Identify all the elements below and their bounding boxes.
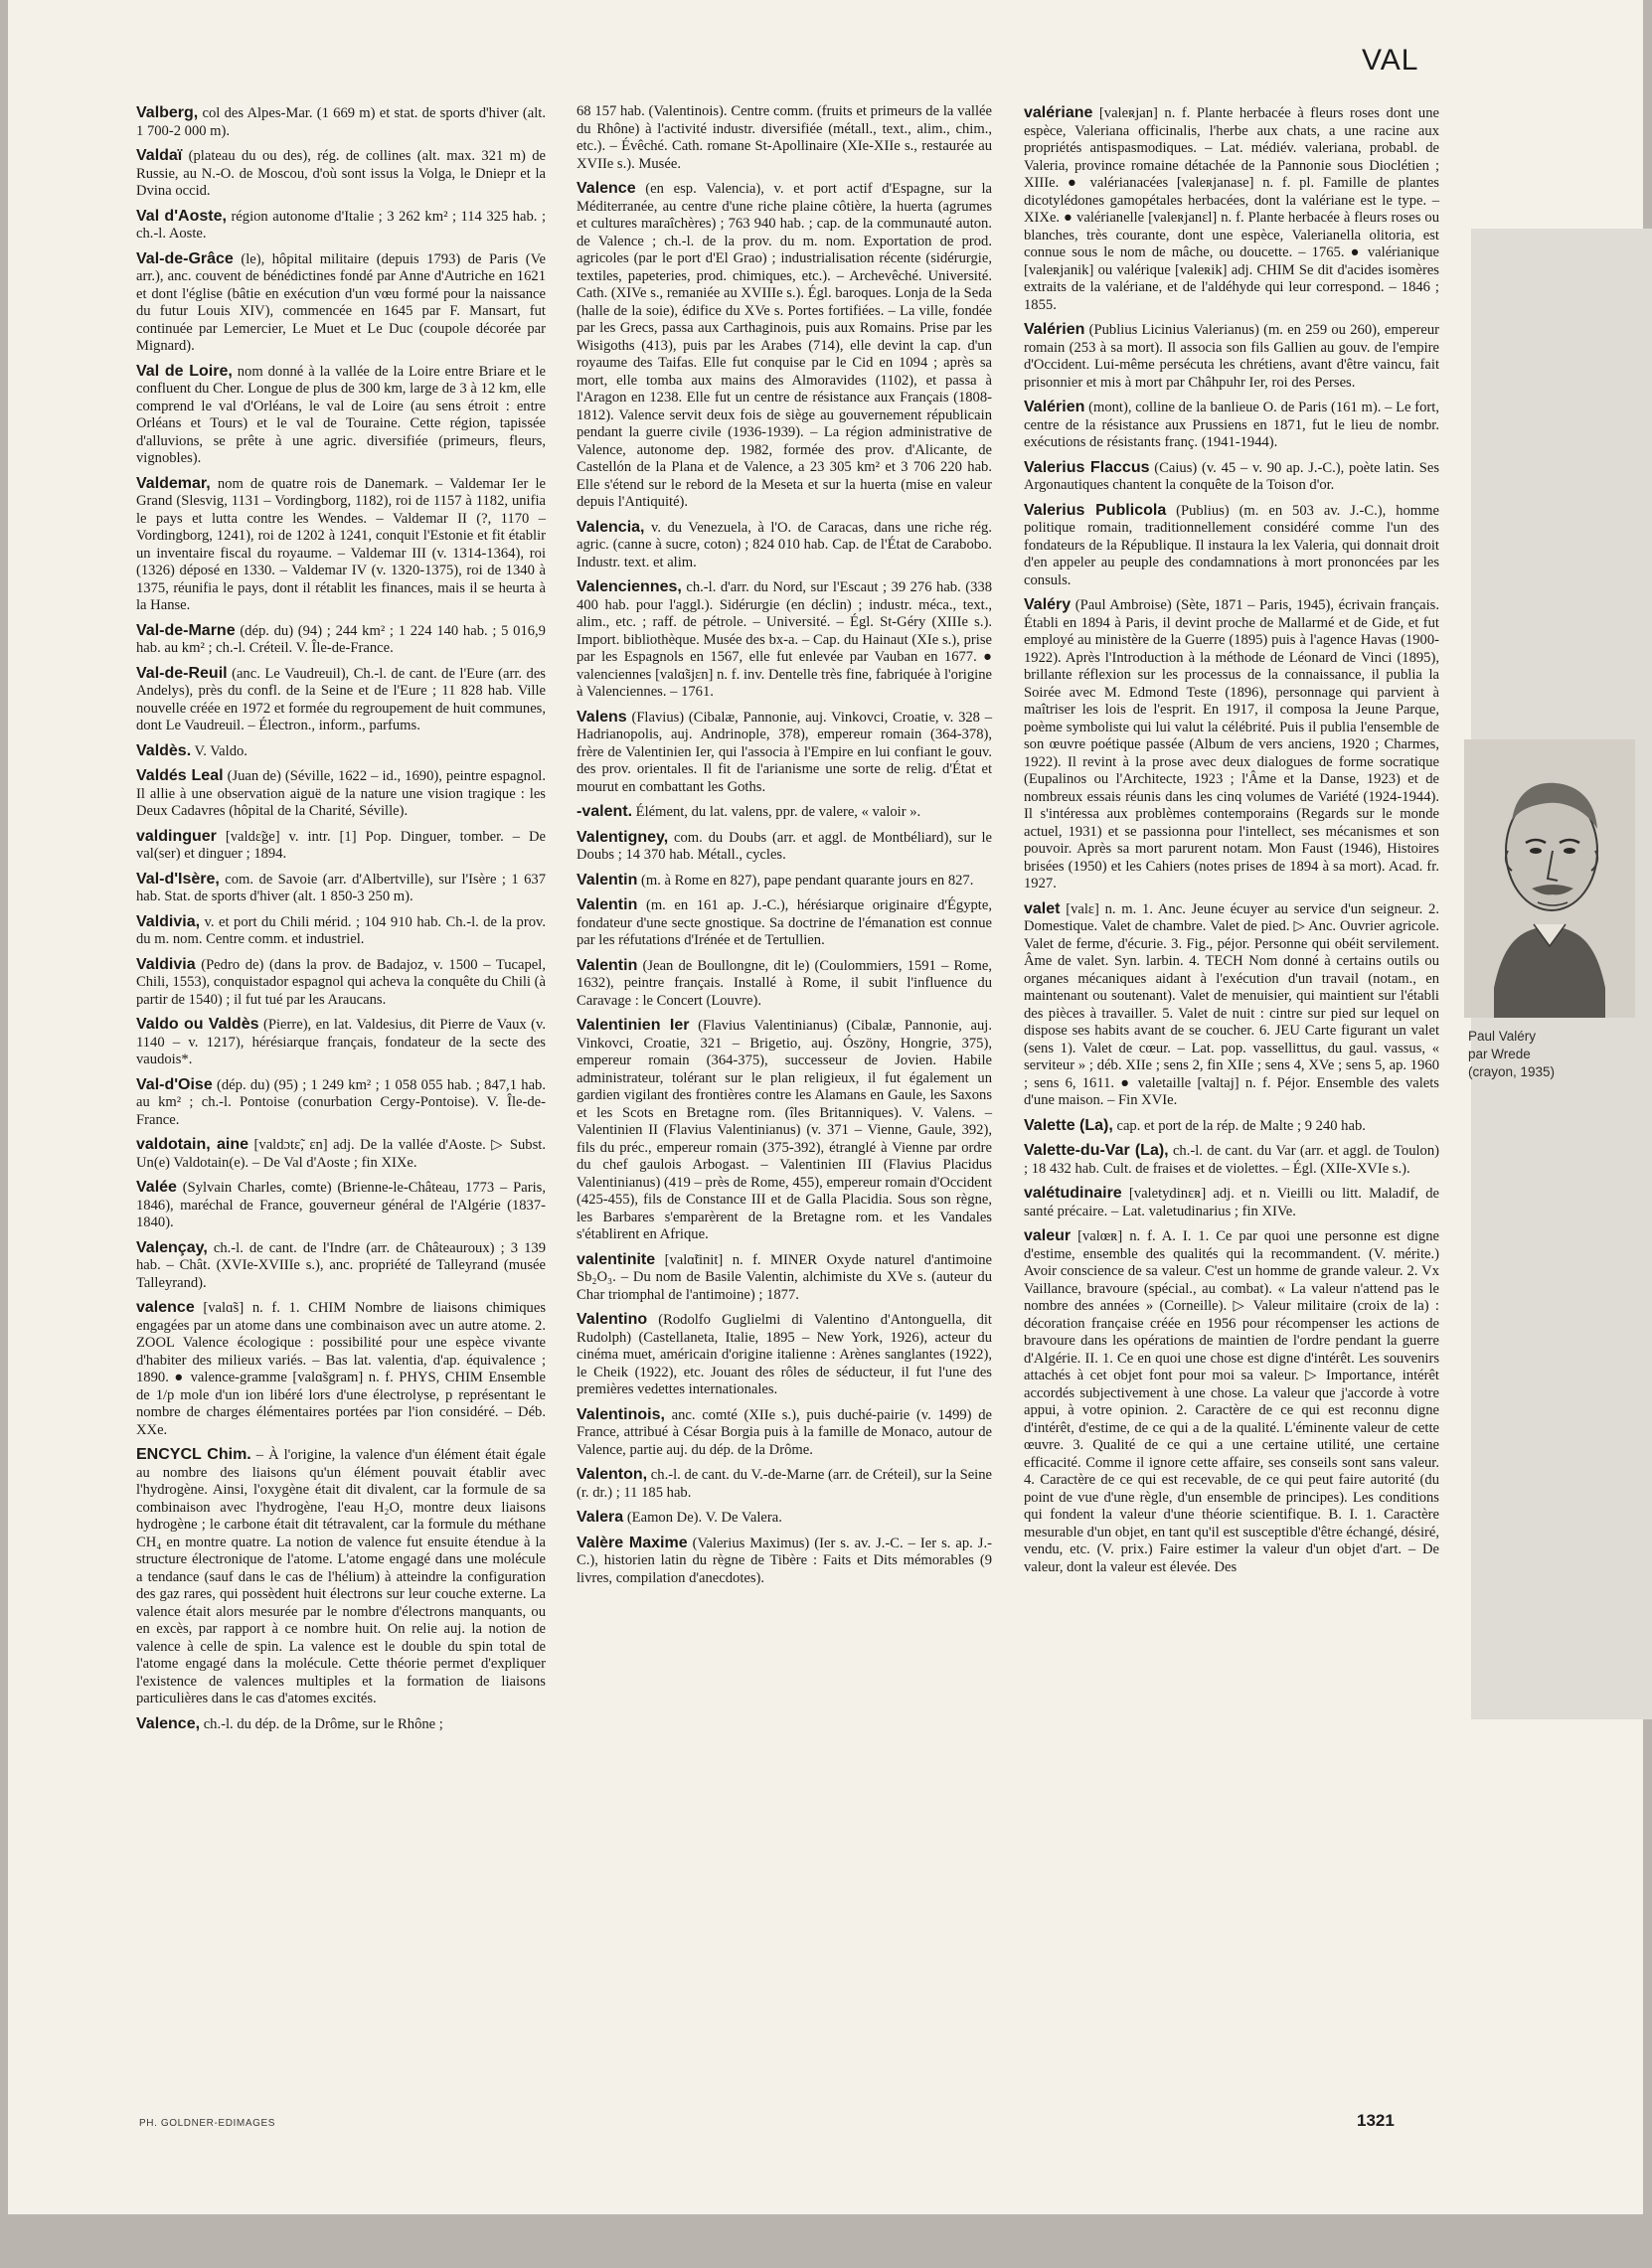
entry-headword: -valent. <box>577 803 633 820</box>
entry-definition: [valɑ̃s] n. f. 1. CHIM Nombre de liaisons chimiques engagées par un atome dans une combinaison avec un autre atome. 2. ZOOL Valence écologique : possibilité pour une espèce vivante d'habiter des milieux variés. – Bas lat. valentia, d'ap. équivalence ; 1890. ● valence-gramme [valɑ̃sgram] n. f. PHYS, CHIM Ensemble de 1/p mole d'un ion libéré lors d'une électrolyse, p représentant le nombre de charges élémentaires portées par l'ion considéré. – Déb. XXe. <box>136 1300 546 1438</box>
dictionary-entry <box>577 518 992 572</box>
entry-headword: Valette (La), <box>1024 1116 1113 1134</box>
dictionary-entry <box>577 1405 992 1460</box>
entry-definition: Élément, du lat. valens, ppr. de valere, « valoir ». <box>635 804 921 820</box>
entry-definition: (Sylvain Charles, comte) (Brienne-le-Château, 1773 – Paris, 1846), maréchal de France, gouverneur général de l'Algérie (1837-1840). <box>136 1180 546 1230</box>
dictionary-entry <box>136 1298 546 1439</box>
entry-definition: com. du Doubs (arr. et aggl. de Montbéliard), sur le Doubs ; 14 370 hab. Métall., cycles. <box>577 829 993 863</box>
dictionary-entry <box>577 828 992 865</box>
entry-headword: ENCYCL Chim. <box>136 1446 251 1463</box>
entry-headword: valentinite <box>577 1250 656 1268</box>
entry-headword: valétudinaire <box>1024 1185 1122 1202</box>
dictionary-entry <box>577 802 992 822</box>
dictionary-entry <box>1024 458 1439 495</box>
entry-definition: (dép. du) (95) ; 1 249 km² ; 1 058 055 hab. ; 847,1 hab. au km² ; ch.-l. Pontoise (conurbation Cergy-Pontoise). V. Île-de-France. <box>136 1076 546 1128</box>
dictionary-entry <box>1024 1116 1439 1136</box>
entry-headword: valdinguer <box>136 827 217 845</box>
column-right <box>1024 103 1439 1582</box>
entry-headword: Valenton, <box>577 1466 648 1483</box>
entry-headword: Valdo ou Valdès <box>136 1016 259 1033</box>
dictionary-entry <box>136 207 546 243</box>
entry-headword: Valérien <box>1024 399 1085 415</box>
entry-definition: [valeʀjan] n. f. Plante herbacée à fleurs roses dont une espèce, Valeriana officinalis, l'herbe aux chats, a une racine aux propriétés antispasmodiques. – Lat. médiév. valeriana, probabl. de Valeria, province romaine détachée de la Pannonie sous Dioclétien ; XIIIe. ● valérianacées [valeʀjanase] n. f. pl. Famille de plantes dicotylédones gamopétales herbacées, dont la valériane est le type. – XIXe. ● valérianelle [valeʀjanɛl] n. f. Plante herbacée à fleurs roses ou blanches, très courante, dont une espèce, Valerianella olitoria, est connue sous le nom de mâche, ou doucette. – 1765. ● valérianique [valeʀjanik] ou valérique [valeʀik] adj. CHIM Se dit d'acides isomères extraits de la valériane, et de l'aldéhyde qui leur correspond. – 1846 ; 1855. <box>1024 105 1439 313</box>
entry-headword: Val-d'Isère, <box>136 870 220 888</box>
portrait-caption <box>1468 1028 1642 1082</box>
dictionary-entry <box>136 1135 546 1172</box>
entry-definition: (Paul Ambroise) (Sète, 1871 – Paris, 1945), écrivain français. Établi en 1894 à Paris, il devint proche de Mallarmé et de Gide, et fut employé au ministère de la Guerre (1895) puis à l'agence Havas (1900-1922). Après l'Introduction à la méthode de Léonard de Vinci (1895), brillante réflexion sur les processus de la connaissance, il publia la Soirée avec M. Edmond Teste (1896), personnage qui parvient à maîtriser les lois de l'esprit. En 1917, il composa la Jeune Parque, poème symboliste qui lui valut la célébrité. Puis il publia l'ensemble de son œuvre poétique passée (Album de vers anciens, 1920 ; Charmes, 1922). Il revint à la prose avec deux dialogues de forme socratique (Eupalinos ou l'Architecte, 1923 ; l'Âme et la Danse, 1923) et de nombreux essais réunis dans les cinq volumes de Variété (1924-1944). Il s'intéressa aux problèmes contemporains (Regards sur le monde actuel, 1931) et se passionna pour l'intellect, ses mécanismes et son pouvoir. Après sa mort parurent notam. Mon Faust (1946), Histoires brisées (1950) et les Cahiers (notes prises de 1894 à sa mort). Acad. fr. 1927. <box>1024 597 1439 891</box>
page-number: 1321 <box>1357 2111 1395 2130</box>
entry-definition: nom donné à la vallée de la Loire entre Briare et le confluent du Cher. Longue de plus de 300 km, large de 3 à 12 km, elle comprend le val d'Orléans, le val de Loire (au sens étroit : entre Orléans et Tours) et le val de Touraine. Cette région, tapissée d'alluvions, se prête à une agric. diversifiée (primeurs, fleurs, vignobles). <box>136 363 546 466</box>
entry-headword: Valenciennes, <box>577 578 682 595</box>
dictionary-entry <box>1024 899 1439 1110</box>
entry-definition: (en esp. Valencia), v. et port actif d'Espagne, sur la Méditerranée, au centre d'une riche plaine côtière, la huerta (agrumes et cultures maraîchères) ; 763 940 hab. ; cap. de la communauté auton. de Valence ; ch.-l. de la prov. du m. nom. Exportation de prod. agricoles (par le port d'El Grao) ; industrialisation récente (sidérurgie, textiles, papeteries, prod. chimiques, etc.). – Archevêché. Université. Cath. (XIVe s., remaniée au XVIIIe s.). Égl. baroques. Lonja de la Seda (halle de la soie), édifice du XVe s. Portes fortifiées. – La ville, fondée par les Grecs, passa aux Carthaginois, puis aux Romains. Prise par les Wisigoths (413), puis par les Arabes (714), elle devint la cap. d'un royaume des Taifas. Elle fut conquise par le Cid en 1094 ; après sa mort, elle tomba aux mains des Almoravides (1102), et passa à l'Aragon en 1238. Elle fut un centre de résistance aux Français (1808-1812). Valence servit deux fois de siège au gouvernement républicain pendant la guerre civile (1936-1939). – La région administrative de Valence, autonome dep. 1982, formée des prov. d'Alicante, de Castellón de la Plana et de Valence, a 23 305 km² et 3 706 220 hab. Elle s'étend sur le rebord de la Meseta et sur la huerta (mise en valeur depuis l'Antiquité). <box>577 181 992 510</box>
entry-headword: Valentigney, <box>577 828 669 846</box>
dictionary-entry <box>577 1465 992 1502</box>
entry-headword: Val de Loire, <box>136 362 233 380</box>
entry-headword: Valence <box>577 180 636 197</box>
dictionary-entry <box>136 1714 546 1734</box>
entry-definition: [valɛ] n. m. 1. Anc. Jeune écuyer au service d'un seigneur. 2. Domestique. Valet de chambre. Valet de pied. ▷ Anc. Ouvrier agricole. Valet de ferme, d'écurie. 3. Fig., péjor. Personne qui obéit servilement. Âme de valet. Syn. larbin. 4. TECH Nom donné à certains outils ou organes mécaniques aidant à l'exécution d'un travail (notam., en maintenant ou soutenant). Valet de menuisier, qui maintient sur l'établi des pièces à travailler. 5. Valet de nuit : cintre sur pied sur lequel on dispose ses habits avant de se coucher. 6. JEU Carte figurant un valet (sens 1). Valet de cœur. – Lat. pop. vassellittus, du gaul. vassus, « serviteur » ; déb. XIIe ; sens 2, fin XIIe ; sens 4, XVe ; sens 5, ap. 1960 ; sens 6, 1611. ● valetaille [valtaj] n. f. Péjor. Ensemble des valets d'une maison. – Fin XVIe. <box>1024 900 1439 1108</box>
entry-definition: nom de quatre rois de Danemark. – Valdemar Ier le Grand (Slesvig, 1131 – Vordingborg, 1182), roi de 1157 à 1182, unifia le pays et lutta contre les Wendes. – Valdemar II (?, 1170 – Vordingborg, 1241), roi de 1202 à 1241, conquit l'Estonie et fit établir un inventaire fiscal du royaume. – Valdemar III (v. 1314-1364), roi (1326) déposé en 1330. – Valdemar IV (v. 1320-1375), roi de 1340 à 1375, réunifia le pays, dont il rétablit les finances, mais il se heurta à la Hanse. <box>136 475 546 613</box>
photo-credit: PH. GOLDNER-EDIMAGES <box>139 2118 276 2129</box>
dictionary-entry <box>577 1016 992 1244</box>
entry-headword: valet <box>1024 899 1061 917</box>
dictionary-entry <box>577 577 992 702</box>
column-left <box>136 103 546 1739</box>
caption-by: par Wrede <box>1468 1047 1531 1062</box>
entry-headword: Valence, <box>136 1714 201 1732</box>
entry-definition: 68 157 hab. (Valentinois). Centre comm. (fruits et primeurs de la vallée du Rhône) à l'activité industr. diversifiée (métall., text., alim., chim., etc.). – Évêché. Cath. romane St-Apollinaire (XIe-XIIe s., restaurée au XVIIe s.). Musée. <box>577 103 992 172</box>
entry-headword: Valentin <box>577 896 638 913</box>
entry-definition: ch.-l. de cant. du V.-de-Marne (arr. de Créteil), sur la Seine (r. dr.) ; 11 185 hab. <box>577 1467 992 1501</box>
entry-headword: Val-d'Oise <box>136 1075 213 1093</box>
entry-headword: valdotain, aine <box>136 1136 249 1153</box>
entry-headword: Valentinois, <box>577 1405 665 1423</box>
pencil-portrait-drawing <box>1464 739 1635 1018</box>
entry-headword: Valençay, <box>136 1238 208 1256</box>
dictionary-entry <box>136 103 546 140</box>
entry-definition: (Jean de Boullongne, dit le) (Coulommiers, 1591 – Rome, 1632), peintre français. Installé à Rome, il subit l'influence du Caravage : le Concert (Louvre). <box>577 957 992 1009</box>
entry-definition: (le), hôpital militaire (depuis 1793) de Paris (Ve arr.), anc. couvent de bénédictines fondé par Anne d'Autriche en 1621 et dont l'église (bâtie en exécution d'un vœu formé pour la naissance du futur Louis XIV), commencée en 1645 par F. Mansart, fut continuée par Lemercier, Le Muet et Le Duc (coupole décorée par Mignard). <box>136 250 546 354</box>
portrait-paul-valery <box>1464 739 1635 1018</box>
dictionary-entry <box>577 1534 992 1588</box>
entry-definition: (Flavius) (Cibalæ, Pannonie, auj. Vinkovci, Croatie, v. 328 – Hadrianopolis, auj. Andrinople, 378), empereur romain (364-378), frère de Valentinien Ier, qui l'associa à l'Empire en lui confiant le gouv. des prov. orientales. Il fit de l'arianisme une sorte de relig. d'État et mourut en combattant les Goths. <box>577 709 992 795</box>
dictionary-entry <box>136 912 546 949</box>
entry-headword: Valette-du-Var (La), <box>1024 1142 1169 1159</box>
entry-definition: (Pedro de) (dans la prov. de Badajoz, v. 1500 – Tucapel, Chili, 1553), conquistador espagnol qui acheva la conquête du Chili (à partir de 1540) ; il fut tué par les Araucans. <box>136 956 546 1008</box>
dictionary-entry <box>1024 103 1439 314</box>
entry-headword: valeur <box>1024 1227 1072 1244</box>
entry-definition: (Rodolfo Guglielmi di Valentino d'Antonguella, dit Rudolph) (Castellaneta, Italie, 1895 – New York, 1926), acteur du cinéma muet, américain d'origine italienne : Arènes sanglantes (1922), le Cheik (1922), etc. Jouant des rôles de séducteur, il fut l'une des premières vedettes internationales. <box>577 1312 992 1397</box>
entry-headword: valence <box>136 1299 195 1316</box>
dictionary-entry <box>136 1015 546 1069</box>
entry-headword: Valberg, <box>136 104 199 121</box>
dictionary-entry <box>1024 1141 1439 1178</box>
dictionary-entry <box>577 103 992 173</box>
dictionary-entry <box>1024 501 1439 590</box>
entry-definition: (Publius Licinius Valerianus) (m. en 259 ou 260), empereur romain (253 à sa mort). Il associa son fils Gallien au gouv. de l'empire d'Occident. Lui-même persécuta les chrétiens, avant d'être vaincu, fait prisonnier et mis à mort par Châhpuhr Ier, roi des Perses. <box>1024 322 1439 391</box>
dictionary-entry <box>136 362 546 468</box>
entry-headword: Valentino <box>577 1311 648 1328</box>
entry-definition: V. Valdo. <box>194 742 248 759</box>
dictionary-entry <box>136 249 546 356</box>
dictionary-entry <box>577 179 992 512</box>
dictionary-entry <box>136 955 546 1010</box>
entry-definition: (Pierre), en lat. Valdesius, dit Pierre de Vaux (v. 1140 – v. 1217), hérésiarque français, fondateur de la secte des vaudois*. <box>136 1017 546 1067</box>
dictionary-entry <box>136 1238 546 1293</box>
entry-headword: Valérien <box>1024 321 1085 338</box>
entry-definition: cap. et port de la rép. de Malte ; 9 240 hab. <box>1116 1117 1366 1134</box>
entry-headword: Valerius Flaccus <box>1024 458 1150 476</box>
dictionary-entry <box>577 1250 992 1305</box>
entry-definition: [valɑ̃tinit] n. f. MINER Oxyde naturel d'antimoine Sb₂O₃. – Du nom de Basile Valentin, alchimiste du XVe s. (auteur du Char triomphal de l'antimoine) ; 1877. <box>577 1251 993 1303</box>
entry-definition: anc. comté (XIIe s.), puis duché-pairie (v. 1499) de France, attribué à César Borgia puis à la famille de Monaco, autour de Valence, partie auj. du dép. de la Drôme. <box>577 1406 992 1458</box>
entry-definition: (mont), colline de la banlieue O. de Paris (161 m). – Le fort, centre de la résistance aux Prussiens en 1871, fut le lieu de nombr. exécutions de résistants franç. (1941-1944). <box>1024 400 1439 450</box>
dictionary-entry <box>136 741 546 761</box>
dictionary-entry <box>136 621 546 658</box>
entry-definition: [valdɛ̃ge] v. intr. [1] Pop. Dinguer, tomber. – De val(ser) et dinguer ; 1894. <box>136 828 547 862</box>
entry-headword: Valéry <box>1024 596 1072 613</box>
entry-definition: région autonome d'Italie ; 3 262 km² ; 114 325 hab. ; ch.-l. Aoste. <box>136 208 547 242</box>
entry-definition: com. de Savoie (arr. d'Albertville), sur l'Isère ; 1 637 hab. Stat. de sports d'hiver (alt. 1 850-3 250 m). <box>136 871 546 904</box>
entry-headword: Val-de-Marne <box>136 621 236 639</box>
entry-definition: ch.-l. du dép. de la Drôme, sur le Rhône ; <box>203 1715 443 1732</box>
entry-definition: (plateau du ou des), rég. de collines (alt. max. 321 m) de Russie, au N.-O. de Moscou, d'où sont issus la Volga, le Dniepr et la Dvina occid. <box>136 148 546 199</box>
entry-definition: (Caius) (v. 45 – v. 90 ap. J.-C.), poète latin. Ses Argonautiques chantent la conquête de la Toison d'or. <box>1024 459 1440 493</box>
dictionary-entry <box>136 766 546 821</box>
column-middle <box>577 103 992 1593</box>
entry-headword: Valdaï <box>136 147 183 164</box>
dictionary-entry <box>577 871 992 891</box>
dictionary-entry <box>1024 320 1439 392</box>
entry-definition: v. du Venezuela, à l'O. de Caracas, dans une riche rég. agric. (canne à sucre, coton) ; 824 010 hab. Cap. de l'État de Carabobo. Industr. text. et alim. <box>577 519 992 570</box>
dictionary-entry <box>1024 595 1439 893</box>
entry-headword: Valère Maxime <box>577 1534 688 1551</box>
dictionary-entry <box>136 146 546 201</box>
entry-definition: (Publius) (m. en 503 av. J.-C.), homme politique romain, traditionnellement considéré comme l'un des fondateurs de la République. Il instaura la lex Valeria, qui donnait droit d'en appeler au peuple des condamnations à mort prononcées par les consuls. <box>1024 502 1439 588</box>
dictionary-entry <box>136 1075 546 1130</box>
dictionary-entry <box>136 870 546 906</box>
entry-headword: Val-de-Reuil <box>136 664 228 682</box>
entry-headword: Valera <box>577 1509 624 1526</box>
entry-definition: ch.-l. de cant. du Var (arr. et aggl. de Toulon) ; 18 432 hab. Cult. de fraises et de violettes. – Égl. (XIIe-XVIe s.). <box>1024 1143 1439 1177</box>
entry-definition: v. et port du Chili mérid. ; 104 910 hab. Ch.-l. de la prov. du m. nom. Centre comm. et industriel. <box>136 913 546 947</box>
entry-headword: Valerius Publicola <box>1024 501 1167 519</box>
dictionary-entry <box>136 1178 546 1232</box>
entry-headword: Val-de-Grâce <box>136 249 234 267</box>
running-head: VAL <box>1362 44 1419 77</box>
entry-definition: – À l'origine, la valence d'un élément était égale au nombre des liaisons qu'un élément pouvait établir avec l'hydrogène. Ainsi, l'oxygène était dit divalent, car la formule de sa combinaison avec l'hydrogène, l'eau H₂O, montre deux liaisons hydrogène ; le carbone était dit tétravalent, car la formule du méthane CH₄ en montre quatre. La notion de valence fut ensuite étendue à la structure électronique de l'atome. L'atome engagé dans une molécule a tendance (sauf dans le cas de l'hélium) à atteindre la configuration des gaz rares, qui possèdent huit électrons sur leur couche externe. La valence était alors mesurée par le nombre d'électrons manquants, ou en excès, par rapport à ce nombre huit. On relie auj. la notion de valence à celle de spin. La valence est le double du spin total de l'atome engagé dans la molécule. Cette théorie permet d'expliquer l'existence de valences multiples et la formation de liaisons particulières dans le cas d'atomes excités. <box>136 1447 546 1706</box>
entry-headword: Valentin <box>577 956 638 974</box>
dictionary-entry <box>577 708 992 797</box>
dictionary-entry <box>577 1310 992 1399</box>
entry-definition: (Valerius Maximus) (Ier s. av. J.-C. – Ier s. ap. J.-C.), historien latin du règne de Tibère : Faits et Dits mémorables (9 livres, compilation d'anecdotes). <box>577 1535 992 1586</box>
caption-medium: (crayon, 1935) <box>1468 1064 1556 1080</box>
entry-headword: Valdemar, <box>136 474 211 492</box>
entry-definition: (m. à Rome en 827), pape pendant quarante jours en 827. <box>641 872 974 889</box>
entry-definition: col des Alpes-Mar. (1 669 m) et stat. de sports d'hiver (alt. 1 700-2 000 m). <box>136 105 547 139</box>
caption-name: Paul Valéry <box>1468 1029 1537 1044</box>
entry-headword: valériane <box>1024 104 1093 121</box>
entry-headword: Valens <box>577 708 627 726</box>
dictionary-entry <box>1024 398 1439 452</box>
dictionary-entry <box>136 664 546 735</box>
entry-headword: Valentin <box>577 871 638 889</box>
dictionary-entry <box>577 956 992 1011</box>
entry-headword: Val d'Aoste, <box>136 207 227 225</box>
dictionary-entry <box>577 1508 992 1528</box>
entry-definition: ch.-l. d'arr. du Nord, sur l'Escaut ; 39 276 hab. (338 400 hab. pour l'aggl.). Sidérurgie (en déclin) ; industr. méca., text., alim., etc. ; raff. de pétrole. – Université. – Égl. St-Géry (XIIIe s.). Import. bibliothèque. Musée des bx-a. – Cap. du Hainaut (XIe s.), prise par les Espagnols en 1567, elle fut enlevée par Vauban en 1677. ● valenciennes [valɑ̃sjɛn] n. f. inv. Dentelle très fine, fabriquée à l'origine à Valenciennes. – 1761. <box>577 579 992 700</box>
entry-definition: (anc. Le Vaudreuil), Ch.-l. de cant. de l'Eure (arr. des Andelys), près du confl. de la Seine et de l'Eure ; 11 828 hab. Ville nouvelle créée en 1972 et formée du regroupement de huit communes, dont Le Vaudreuil. – Électron., inform., parfums. <box>136 665 546 733</box>
dictionary-entry <box>1024 1226 1439 1576</box>
entry-definition: (Flavius Valentinianus) (Cibalæ, Pannonie, auj. Vinkovci, Croatie, 321 – Brigetio, auj. Ószöny, Hongrie, 375), empereur romain (364-375), successeur de Jovien. Habile administrateur, tolérant sur le plan religieux, il fut également un gardien vigilant des frontières contre les Alamans en Gaule, les Saxons et les Scots en Bretagne rom. (îles Britanniques). V. Valens. – Valentinien II (Flavius Valentinianus) (v. 371 – Vienne, Gaule, 392), fils du préc., empereur romain (375-392), étranglé à Vienne par ordre du chef gaulois Arbogast. – Valentinien III (Flavius Placidus Valentinianus) (419 – près de Rome, 455), empereur romain d'Occident (425-455), fils de Constance III et de Galla Placidia. Sous son règne, les Barbares s'emparèrent de la Bretagne rom. et les Vandales s'établirent en Afrique. <box>577 1018 992 1242</box>
entry-definition: ch.-l. de cant. de l'Indre (arr. de Châteauroux) ; 3 139 hab. – Chât. (XVIe-XVIIIe s.), anc. propriété de Talleyrand (musée Talleyrand). <box>136 1239 546 1291</box>
entry-headword: Valdès. <box>136 741 192 759</box>
dictionary-entry <box>136 827 546 864</box>
dictionary-entry <box>577 895 992 950</box>
dictionary-entry <box>136 474 546 615</box>
entry-definition: [valdɔtɛ̃, ɛn] adj. De la vallée d'Aoste. ▷ Subst. Un(e) Valdotain(e). – De Val d'Aoste ; fin XIXe. <box>136 1137 546 1171</box>
entry-headword: Valencia, <box>577 518 645 536</box>
entry-definition: [valetydinɛʀ] adj. et n. Vieilli ou litt. Maladif, de santé précaire. – Lat. valetudinarius ; fin XIVe. <box>1024 1186 1439 1219</box>
entry-definition: [valœʀ] n. f. A. I. 1. Ce par quoi une personne est digne d'estime, ensemble des qualités qui la recommandent. (V. mérite.) Avoir conscience de sa valeur. C'est un homme de grande valeur. 2. Vx Vaillance, bravoure (spécial., au combat). « La valeur n'attend pas le nombre des années » (Corneille). ▷ Valeur militaire (croix de la) : décoration française créée en 1956 pour récompenser les actions de bravoure dans les opérations de maintien de l'ordre pendant la guerre d'Algérie. II. 1. Ce en quoi une chose est digne d'intérêt. Les souvenirs attachés à cet objet font pour moi sa valeur. ▷ Importance, intérêt accordés subjectivement à une chose. La valeur que j'accorde à votre appui, à votre opinion. 2. Caractère de ce qui est reconnu digne d'intérêt, d'estime, de ce qui a de la qualité. L'éminente valeur de cette œuvre. 3. Qualité de ce qui a une certaine utilité, une certaine efficacité. Comme il ignore cette affaire, ses conseils sont sans valeur. 4. Caractère de ce qui est recevable, de ce qui peut faire autorité (du point de vue d'une règle, d'un ensemble de principes). Les conditions qui fondent la valeur d'une théorie scientifique. B. I. 1. Caractère mesurable d'un objet, en tant qu'il est susceptible d'être échangé, désiré, vendu, etc. (V. prix.) Faire estimer la valeur d'un objet d'art. – De valeur, dont la valeur est élevée. Des <box>1024 1228 1439 1575</box>
dictionary-entry <box>136 1445 546 1708</box>
entry-headword: Valée <box>136 1179 177 1196</box>
entry-headword: Valdivia <box>136 955 196 973</box>
entry-definition: (Juan de) (Séville, 1622 – id., 1690), peintre espagnol. Il allie à une observation aiguë de la nature une vision tragique : les Deux Cadavres (hôpital de la Charité, Séville). <box>136 768 546 819</box>
entry-definition: (Eamon De). V. De Valera. <box>626 1510 782 1526</box>
entry-definition: (dép. du) (94) ; 244 km² ; 1 224 140 hab. ; 5 016,9 hab. au km² ; ch.-l. Créteil. V. Île-de-France. <box>136 622 546 656</box>
dictionary-entry <box>1024 1184 1439 1220</box>
entry-headword: Valdés Leal <box>136 767 224 784</box>
entry-headword: Valdivia, <box>136 912 201 930</box>
entry-headword: Valentinien Ier <box>577 1017 690 1034</box>
entry-definition: (m. en 161 ap. J.-C.), hérésiarque originaire d'Égypte, fondateur d'une secte gnostique. Sa doctrine de l'émanation est connue par les réfutations d'Irénée et de Tertullien. <box>577 897 992 948</box>
